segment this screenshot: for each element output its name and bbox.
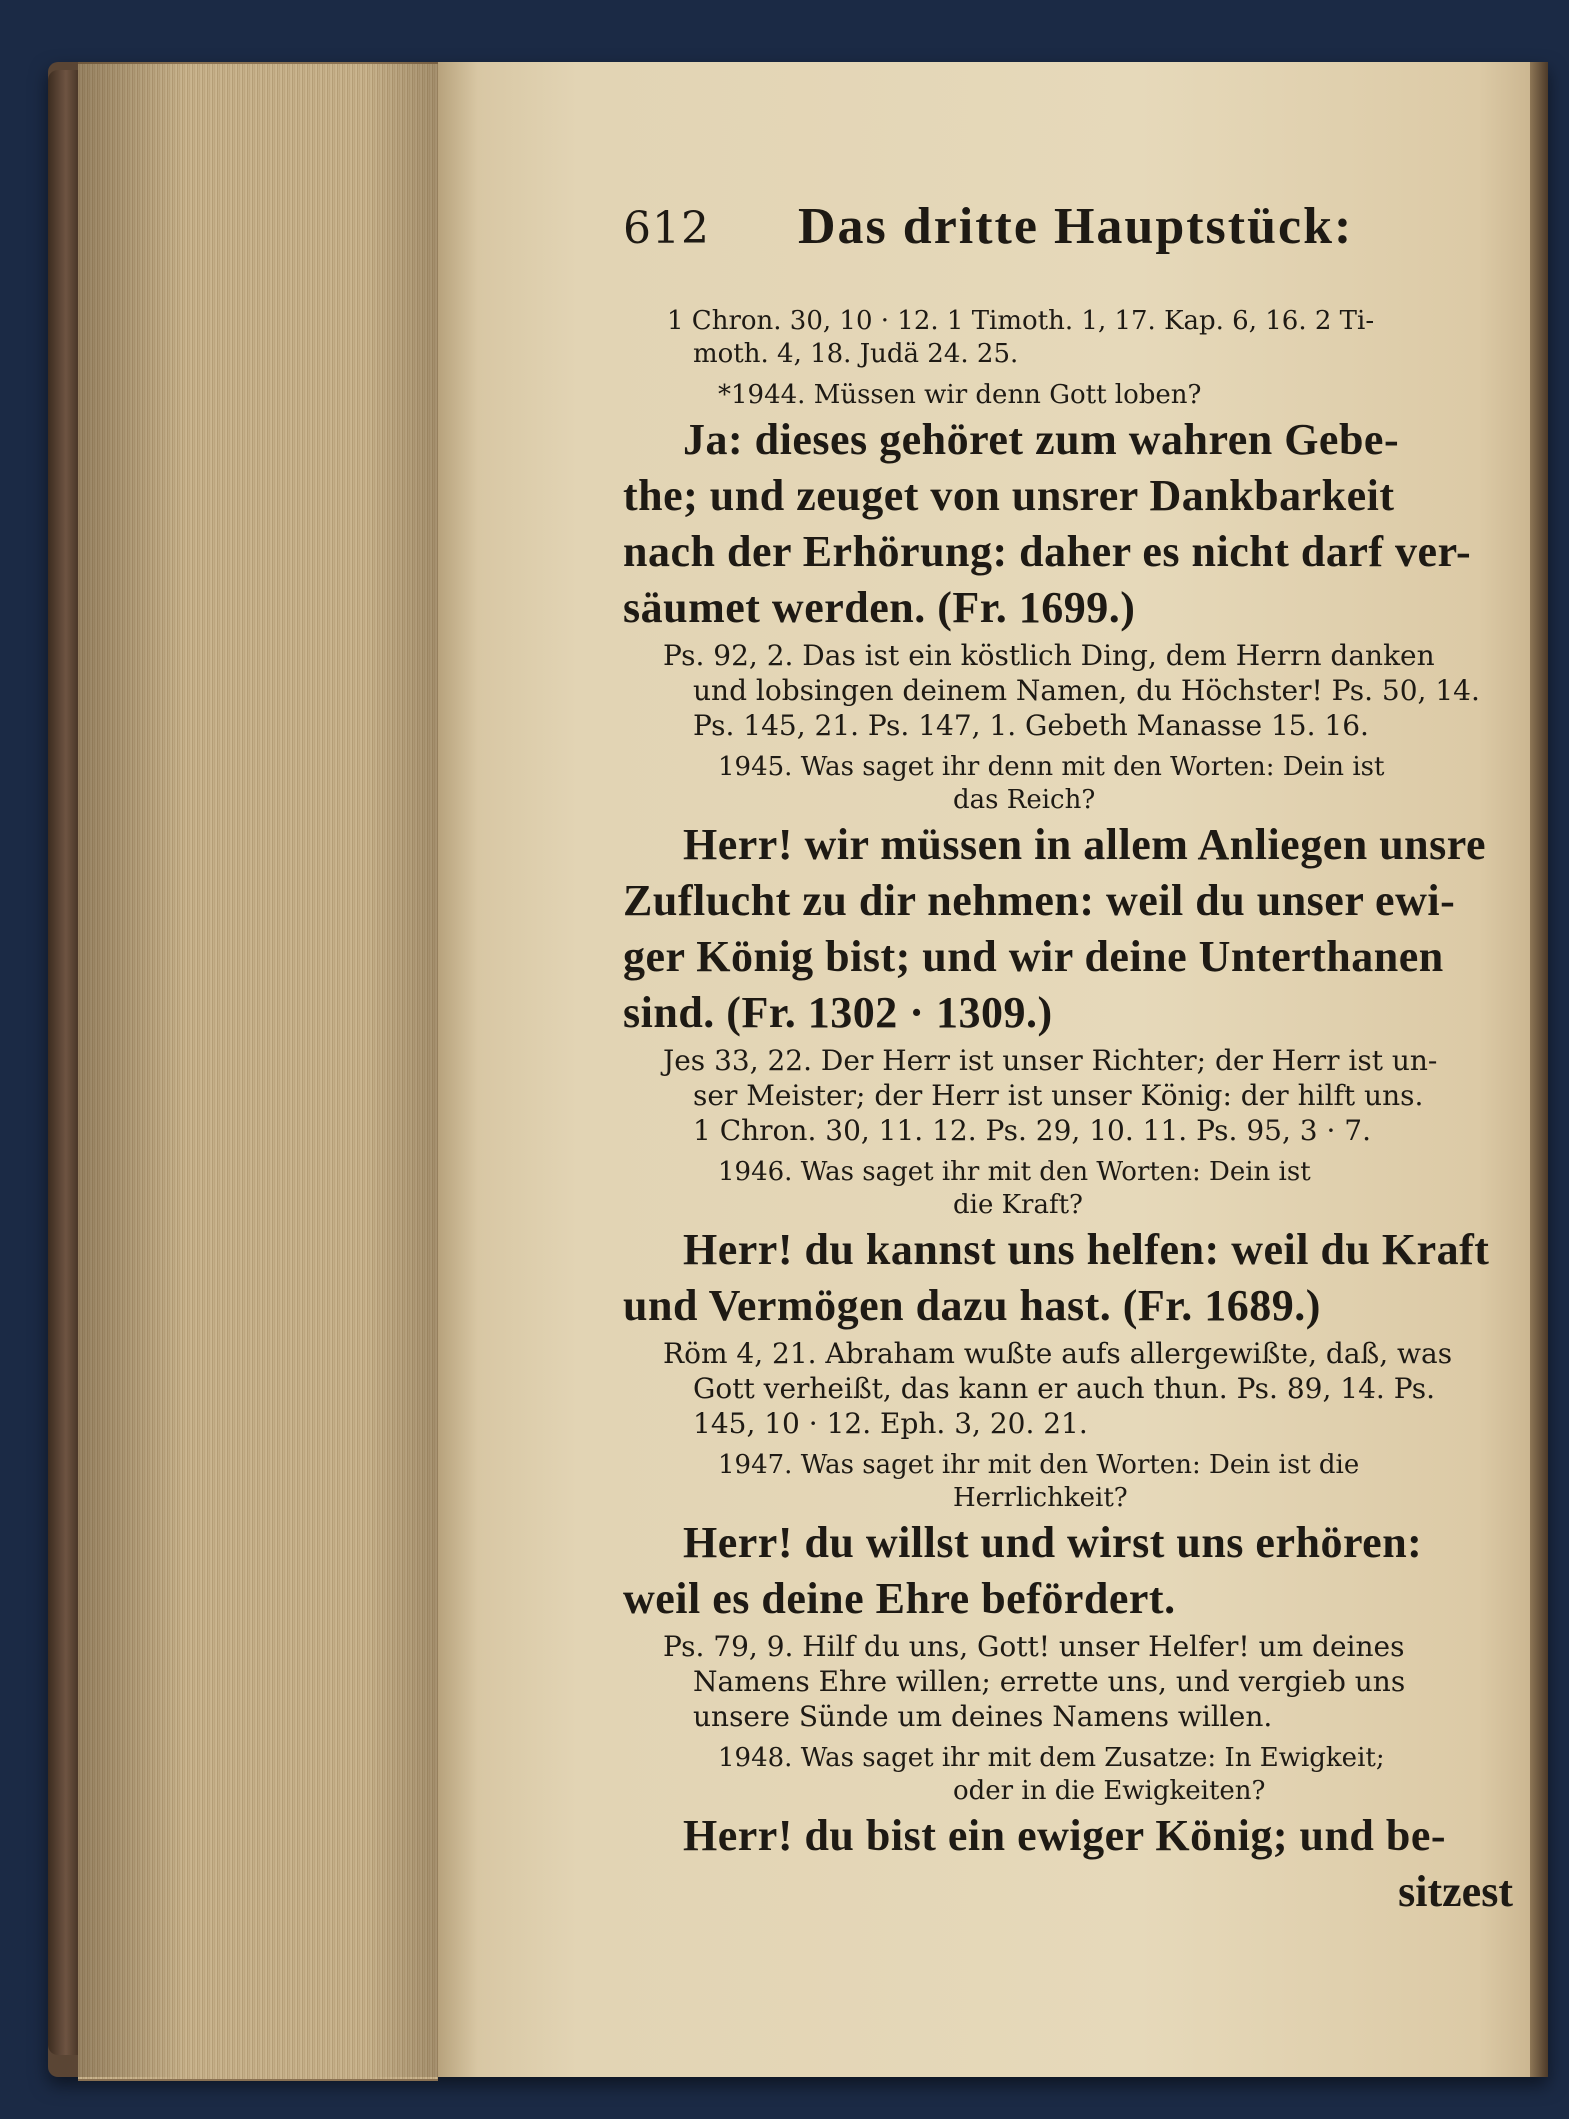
answer-1944 — [623, 412, 1513, 636]
question-text: *1944. Müssen wir denn Gott loben? — [718, 380, 1202, 410]
qa-entry-1945 — [623, 751, 1513, 1148]
refs-1945 — [623, 1043, 1513, 1148]
refs-1947 — [623, 1629, 1513, 1734]
page-content — [623, 197, 1513, 1920]
page-header — [623, 197, 1513, 275]
book — [48, 62, 1548, 2077]
question-1945 — [623, 751, 1513, 817]
refs-1946 — [623, 1336, 1513, 1441]
answer-line: Herr! du bist ein ewiger König; und be- — [683, 1811, 1447, 1860]
answer-line: Herr! wir müssen in allem Anliegen unsre — [683, 820, 1487, 869]
question-1947 — [623, 1449, 1513, 1515]
answer-1948 — [623, 1808, 1513, 1864]
question-1946 — [623, 1156, 1513, 1222]
ref-line: unsere Sünde um deines Namens willen. — [693, 1700, 1273, 1733]
ref-line: Namens Ehre willen; errette uns, und vergieb uns — [693, 1665, 1406, 1698]
question-text-cont: oder in die Ewigkeiten? — [953, 1776, 1266, 1806]
intro-ref-line: 1 Chron. 30, 10 · 12. 1 Timoth. 1, 17. Kap. 6, 16. 2 Ti- — [667, 306, 1375, 336]
page-number: 612 — [623, 203, 710, 254]
ref-line: Röm 4, 21. Abraham wußte aufs allergewißte, daß, was — [663, 1337, 1453, 1370]
answer-line: Zuflucht zu dir nehmen: weil du unser ewi- — [623, 876, 1456, 925]
ref-line: Ps. 92, 2. Das ist ein köstlich Ding, dem Herrn danken — [663, 639, 1435, 672]
answer-line: sind. (Fr. 1302 · 1309.) — [623, 988, 1053, 1037]
question-text: 1947. Was saget ihr mit den Worten: Dein ist die — [718, 1450, 1360, 1480]
question-text: 1946. Was saget ihr mit den Worten: Dein ist — [718, 1157, 1311, 1187]
qa-entry-1948 — [623, 1742, 1513, 1864]
answer-line: ger König bist; und wir deine Unterthanen — [623, 932, 1444, 981]
answer-line: und Vermögen dazu hast. (Fr. 1689.) — [623, 1281, 1321, 1330]
question-text: 1948. Was saget ihr mit dem Zusatze: In Ewigkeit; — [718, 1743, 1385, 1773]
ref-line: Jes 33, 22. Der Herr ist unser Richter; der Herr ist un- — [663, 1044, 1438, 1077]
ref-line: Gott verheißt, das kann er auch thun. Ps. 89, 14. Ps. — [693, 1372, 1436, 1405]
answer-line: Herr! du willst und wirst uns erhören: — [683, 1518, 1423, 1567]
book-page — [438, 62, 1548, 2077]
qa-entry-1946 — [623, 1156, 1513, 1441]
ref-line: und lobsingen deinem Namen, du Höchster! Ps. 50, 14. — [693, 674, 1480, 707]
answer-line: Herr! du kannst uns helfen: weil du Kraft — [683, 1225, 1490, 1274]
answer-line: weil es deine Ehre befördert. — [623, 1574, 1176, 1623]
question-text: 1945. Was saget ihr denn mit den Worten: Dein ist — [718, 752, 1385, 782]
answer-line: Ja: dieses gehöret zum wahren Gebe- — [683, 415, 1400, 464]
question-text-cont: das Reich? — [953, 785, 1096, 815]
answer-1946 — [623, 1222, 1513, 1334]
question-1944 — [623, 379, 1513, 412]
ref-line: Ps. 145, 21. Ps. 147, 1. Gebeth Manasse 15. 16. — [693, 709, 1369, 742]
ref-line: Ps. 79, 9. Hilf du uns, Gott! unser Helfer! um deines — [663, 1630, 1405, 1663]
catchword: sitzest — [1398, 1867, 1513, 1916]
ref-line: 1 Chron. 30, 11. 12. Ps. 29, 10. 11. Ps. 95, 3 · 7. — [693, 1114, 1372, 1147]
running-title: Das dritte Hauptstück: — [798, 198, 1354, 255]
refs-1944 — [623, 638, 1513, 743]
question-text-cont: Herrlichkeit? — [953, 1483, 1128, 1513]
ref-line: 145, 10 · 12. Eph. 3, 20. 21. — [693, 1407, 1088, 1440]
answer-line: the; und zeuget von unsrer Dankbarkeit — [623, 471, 1395, 520]
ref-line: ser Meister; der Herr ist unser König: der hilft uns. — [693, 1079, 1424, 1112]
qa-entry-1944 — [623, 379, 1513, 743]
intro-ref-line: moth. 4, 18. Judä 24. 25. — [693, 339, 1019, 369]
question-1948 — [623, 1742, 1513, 1808]
qa-entry-1947 — [623, 1449, 1513, 1734]
answer-line: säumet werden. (Fr. 1699.) — [623, 583, 1136, 632]
book-cover-edge — [48, 70, 78, 2055]
answer-1945 — [623, 817, 1513, 1041]
answer-line: nach der Erhörung: daher es nicht darf ver- — [623, 527, 1472, 576]
question-text-cont: die Kraft? — [953, 1190, 1083, 1220]
page-gutter — [1530, 62, 1548, 2077]
page-block-shade — [78, 62, 438, 2077]
answer-1947 — [623, 1515, 1513, 1627]
